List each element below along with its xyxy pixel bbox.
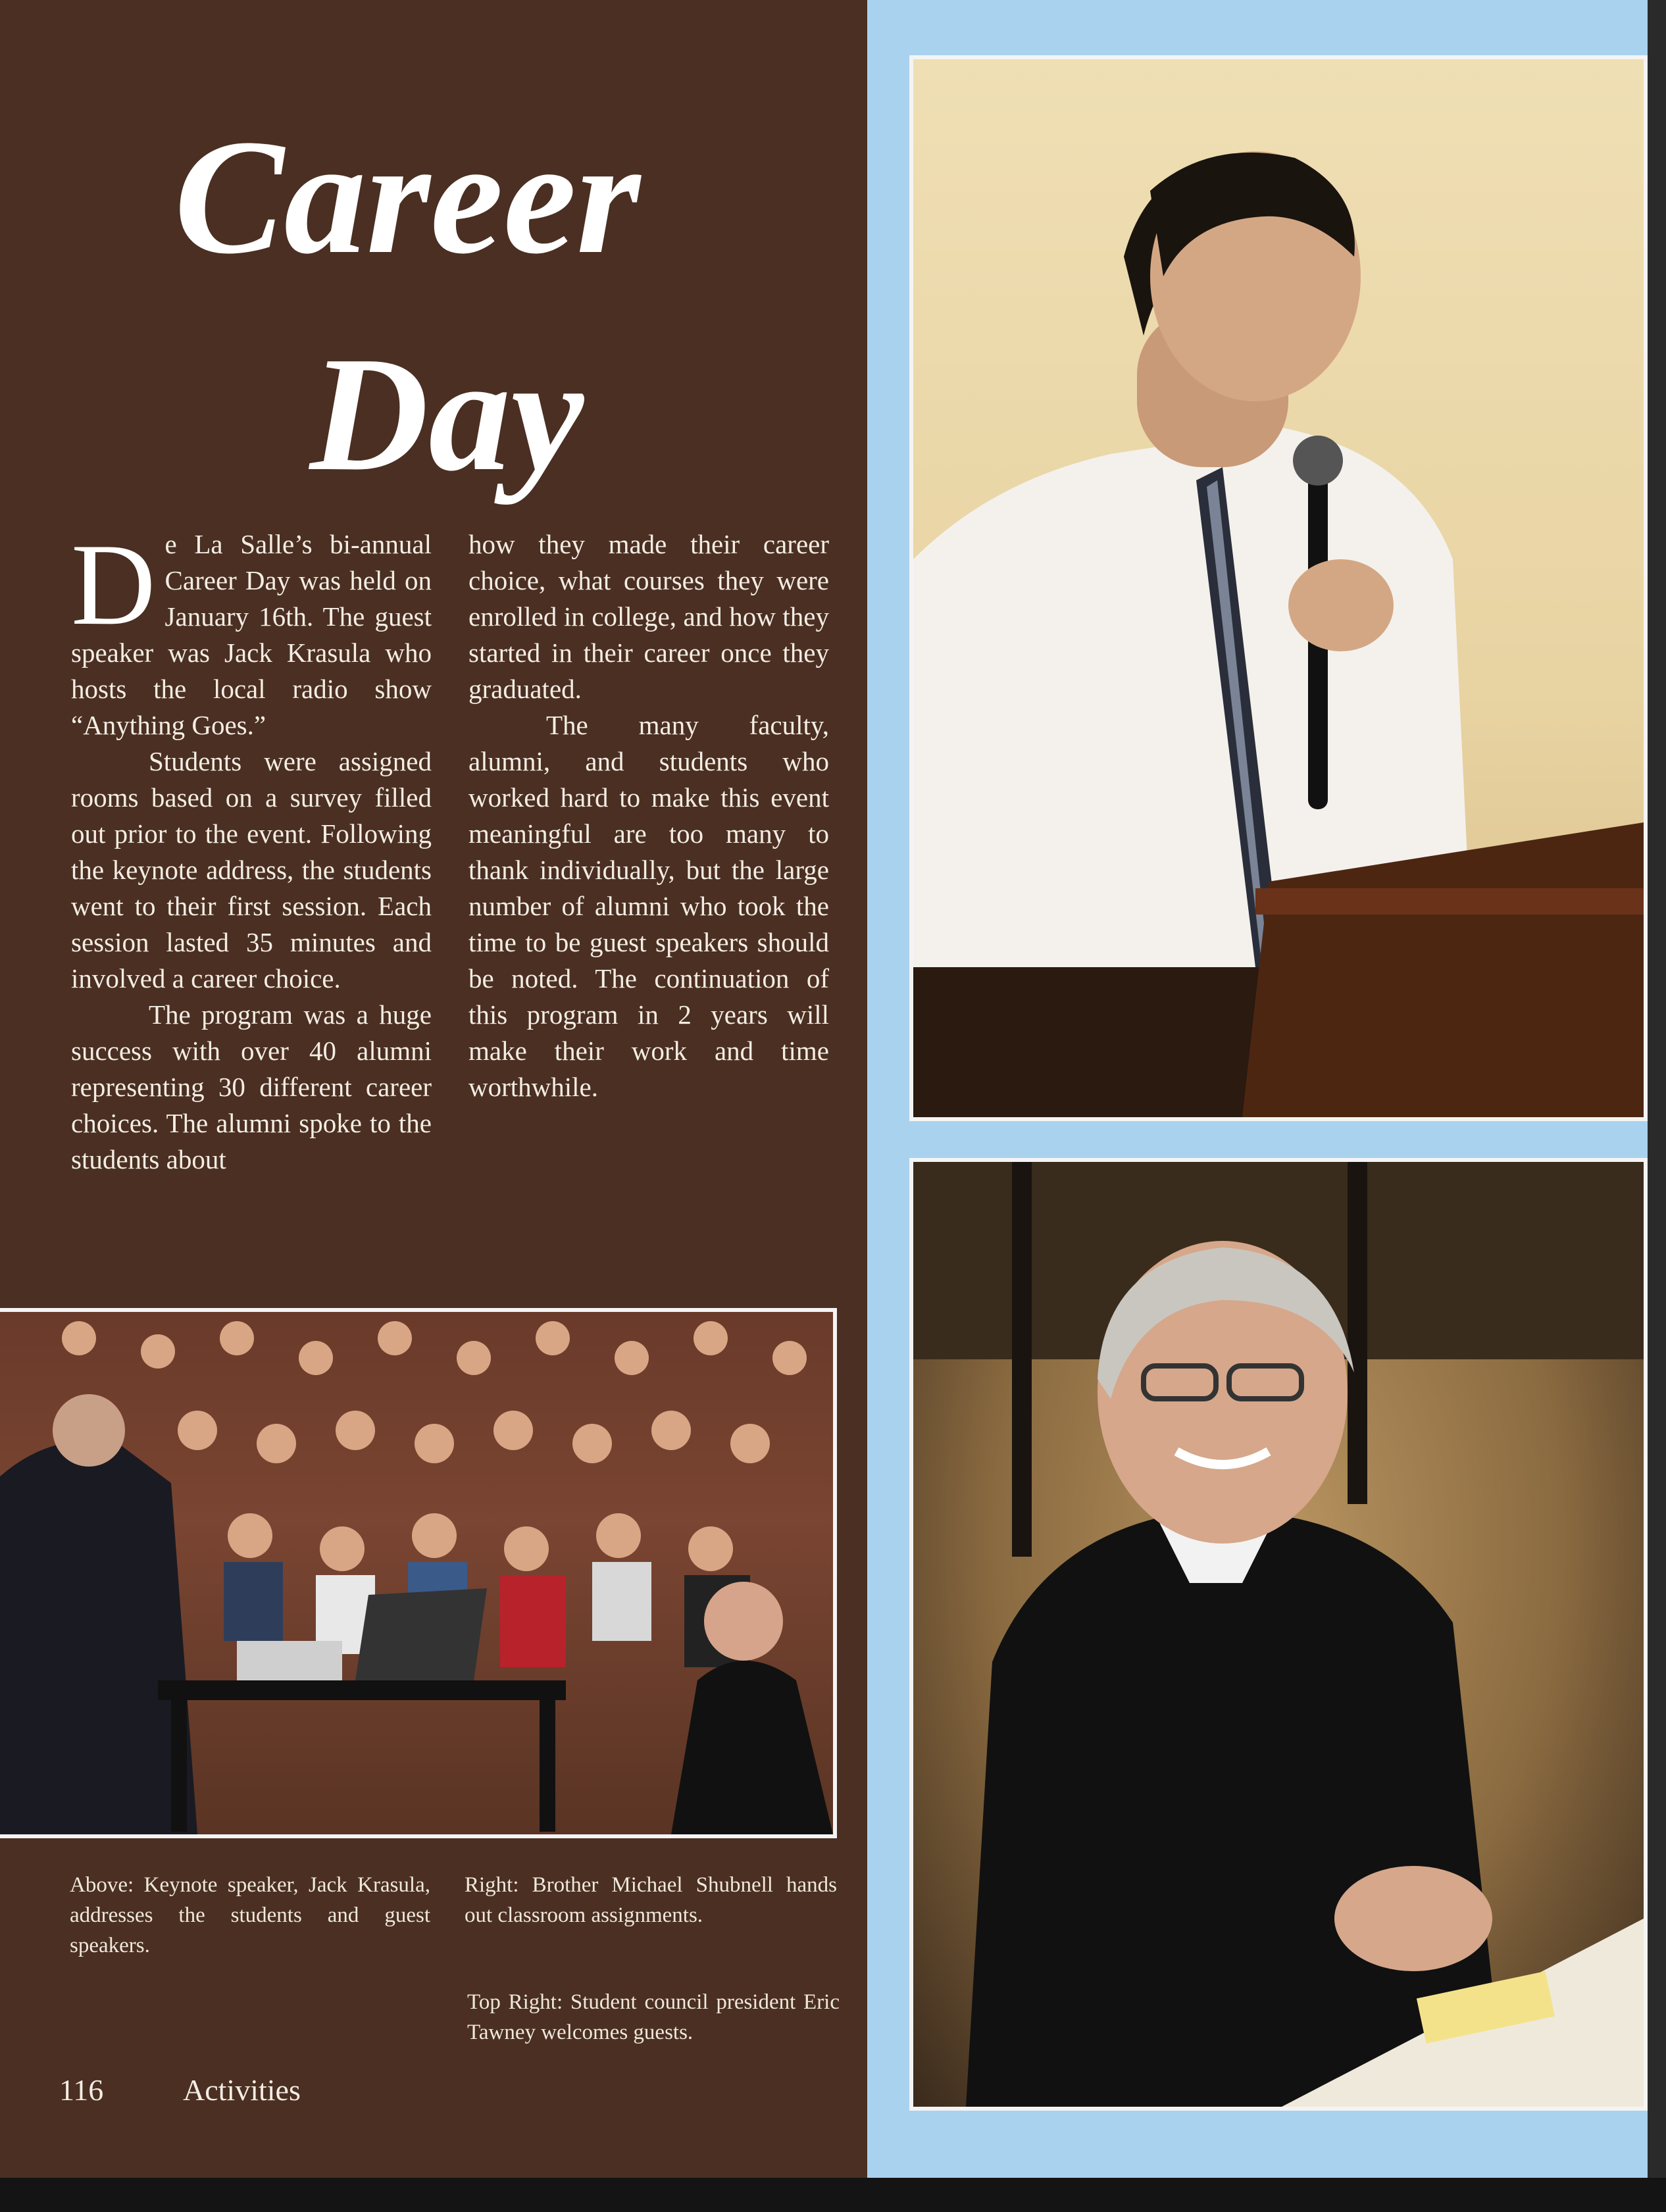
article-paragraph-4: The many faculty, alumni, and students who worked hard to make this event meaningful are too many to thank individually, but the large number of alumni who took the time to be guest speakers should be noted. The continuation of this program in 2 years will make their work and time worthwhile. [468, 710, 829, 1102]
article-paragraph-3-start: The program was a huge success with over 40 alumni representing 30 different career choices. The alumni spoke to the students about [71, 999, 432, 1174]
caption-above: Above: Keynote speaker, Jack Krasula, addresses the students and guest speakers. [70, 1873, 430, 1957]
photo-student-speaker [909, 55, 1648, 1121]
page-number: 116 [59, 2073, 104, 2107]
drop-cap: D [71, 519, 156, 649]
article-column-2 [468, 526, 829, 1105]
article-paragraph-1: De La Salle’s bi-annual Career Day was held on January 16th. The guest speaker was Jack Krasula who hosts the local radio show “Anything Goes.” [71, 519, 432, 740]
photo-keynote-audience [0, 1308, 837, 1838]
page-title-line2: Day [309, 323, 584, 505]
student-speaker-illustration [913, 59, 1644, 1117]
page-title-line1: Career [174, 106, 641, 288]
keynote-audience-illustration [0, 1312, 833, 1834]
article-paragraph-3-end: how they made their career choice, what courses they were enrolled in college, and how they started in their career once they graduated. [468, 529, 829, 704]
section-name: Activities [183, 2073, 301, 2107]
bottom-margin [0, 2178, 1666, 2212]
photo-brother-michael [909, 1158, 1648, 2111]
page-edge [1648, 0, 1666, 2178]
article-paragraph-2: Students were assigned rooms based on a survey filled out prior to the event. Following the keynote address, the students went to their first session. Each session lasted 35 minutes and involved a career choice. [71, 746, 432, 993]
article-column-1 [71, 519, 432, 1178]
brother-michael-illustration [913, 1162, 1644, 2107]
caption-right: Right: Brother Michael Shubnell hands out classroom assignments. [465, 1873, 837, 1927]
caption-top-right: Top Right: Student council president Eric Tawney welcomes guests. [467, 1990, 840, 2044]
